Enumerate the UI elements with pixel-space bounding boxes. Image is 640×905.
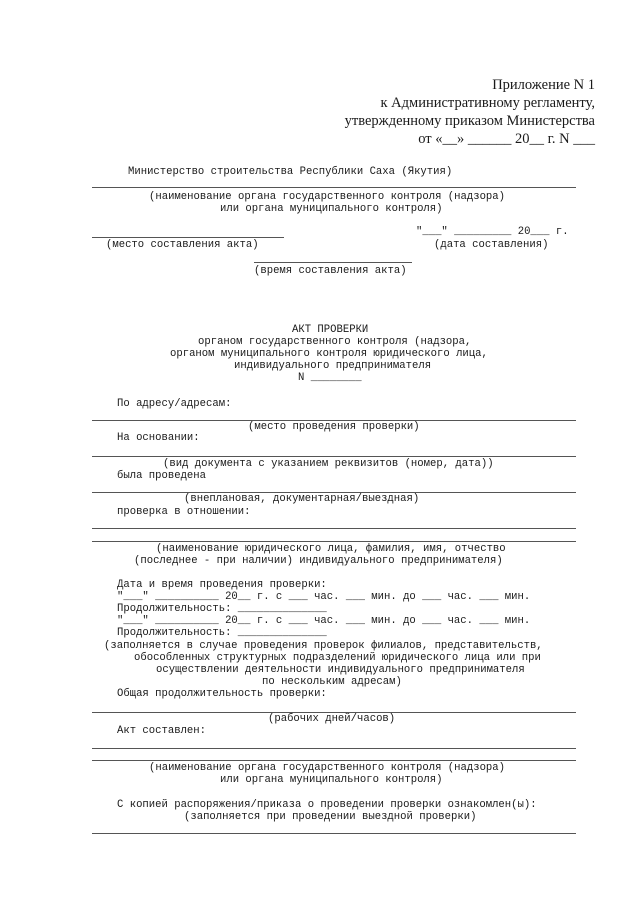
datetime-row-1: "___" __________ 20__ г. с ___ час. ___ мин. до ___ час. ___ мин. [117, 591, 531, 603]
act-subtitle-2: органом муниципального контроля юридического лица, [170, 348, 488, 360]
compiled-caption-1: (наименование органа государственного контроля (надзора) [149, 762, 506, 774]
basis-caption: (вид документа с указанием реквизитов (номер, дата)) [163, 458, 494, 470]
place-caption: (место составления акта) [106, 239, 259, 251]
act-compiled-label: Акт составлен: [117, 725, 207, 737]
time-line [254, 262, 412, 263]
subject-label: проверка в отношении: [117, 506, 251, 518]
basis-label: На основании: [117, 432, 200, 444]
branches-note-4: по нескольким адресам) [262, 676, 402, 688]
type-caption: (внеплановая, документарная/выездная) [184, 493, 420, 505]
was-conducted-label: была проведена [117, 470, 207, 482]
address-label: По адресу/адресам: [117, 398, 232, 410]
compiled-line-1 [92, 748, 576, 749]
divider-line [92, 187, 576, 188]
datetime-label: Дата и время проведения проверки: [117, 579, 327, 591]
place-line [92, 237, 284, 238]
compiled-caption-2: или органа муниципального контроля) [220, 774, 443, 786]
appendix-regulation: к Административному регламенту, [380, 95, 595, 111]
subject-line-1 [92, 528, 576, 529]
copy-label: С копией распоряжения/приказа о проведении проверки ознакомлен(ы): [117, 799, 537, 811]
total-duration-label: Общая продолжительность проверки: [117, 688, 327, 700]
duration-row-1: Продолжительность: ______________ [117, 603, 327, 615]
org-caption-2: или органа муниципального контроля) [220, 203, 443, 215]
duration-row-2: Продолжительность: ______________ [117, 627, 327, 639]
act-title: АКТ ПРОВЕРКИ [292, 324, 369, 336]
compiled-line-2 [92, 760, 576, 761]
workdays-caption: (рабочих дней/часов) [268, 713, 396, 725]
act-number: N ________ [298, 372, 362, 384]
branches-note-3: осуществлении деятельности индивидуального предпринимателя [156, 664, 525, 676]
date-caption: (дата составления) [434, 239, 549, 251]
time-caption: (время составления акта) [254, 265, 407, 277]
appendix-title: Приложение N 1 [492, 77, 595, 93]
subject-line-2 [92, 541, 576, 542]
subject-caption-1: (наименование юридического лица, фамилия, имя, отчество [156, 543, 506, 555]
date-fill-line: "___" _________ 20___ г. [416, 226, 569, 238]
org-caption-1: (наименование органа государственного контроля (надзора) [149, 191, 506, 203]
appendix-order: утвержденному приказом Министерства [344, 113, 595, 129]
act-subtitle-3: индивидуального предпринимателя [234, 360, 432, 372]
copy-line [92, 833, 576, 834]
address-caption: (место проведения проверки) [248, 421, 420, 433]
branches-note-2: обособленных структурных подразделений юридического лица или при [134, 652, 541, 664]
branches-note-1: (заполняется в случае проведения проверок филиалов, представительств, [104, 640, 543, 652]
organization-name: Министерство строительства Республики Саха (Якутия) [128, 166, 453, 178]
act-subtitle-1: органом государственного контроля (надзора, [198, 336, 472, 348]
datetime-row-2: "___" __________ 20__ г. с ___ час. ___ мин. до ___ час. ___ мин. [117, 615, 531, 627]
basis-line [92, 456, 576, 457]
appendix-header [275, 76, 595, 148]
subject-caption-2: (последнее - при наличии) индивидуального предпринимателя) [134, 555, 503, 567]
appendix-date-number: от «__» ______ 20__ г. N ___ [418, 131, 595, 147]
copy-caption: (заполняется при проведении выездной проверки) [184, 811, 477, 823]
